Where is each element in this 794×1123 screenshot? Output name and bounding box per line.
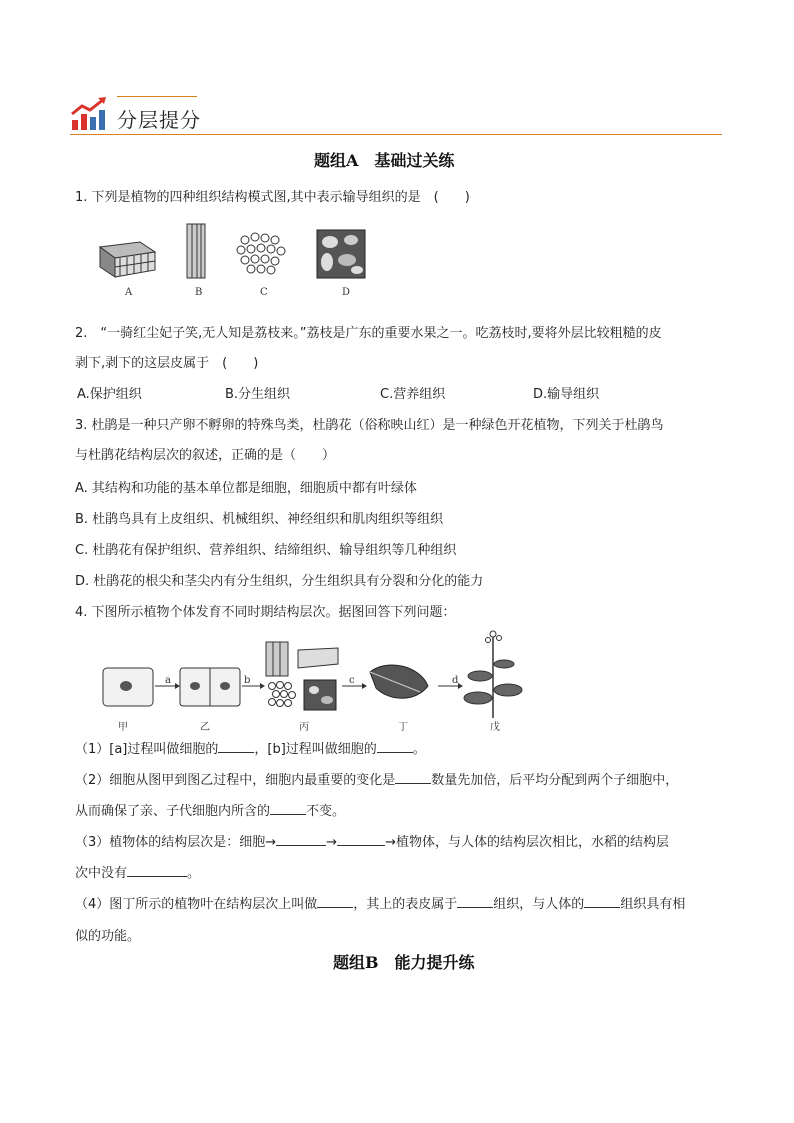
cell-jia-image <box>103 668 153 706</box>
q4-part-3-line-1: （3）植物体的结构层次是：细胞→ → →植物体，与人体的结构层次相比，水稻的结构层 <box>75 835 669 850</box>
answer-blank[interactable] <box>218 740 254 753</box>
question-3-line-1: 3. 杜鹃是一种只产卵不孵卵的特殊鸟类，杜鹃花（俗称映山红）是一种绿色开花植物，下列关于杜鹃鸟 <box>75 418 664 433</box>
group-a-title: 题组A 基础过关练 <box>314 151 455 170</box>
question-1-stem: 1. 下列是植物的四种组织结构模式图,其中表示输导组织的是 ( ) <box>75 190 470 205</box>
question-2-line-1: 2. “一骑红尘妃子笑,无人知是荔枝来。”荔枝是广东的重要水果之一。吃荔枝时,要将外层比较粗糙的皮 <box>75 326 662 341</box>
header-top-accent <box>117 96 197 97</box>
tissue-label-d: D <box>342 287 351 298</box>
q4-part-3-line-2: 次中没有 。 <box>75 866 201 881</box>
q4-part-2-line-1: （2）细胞从图甲到图乙过程中，细胞内最重要的变化是 数量先加倍，后平均分配到两个子细胞中， <box>75 773 679 788</box>
q3-option-b: B. 杜鹃鸟具有上皮组织、机械组织、神经组织和肌肉组织等组织 <box>75 512 444 527</box>
fig-label-jia: 甲 <box>118 722 128 733</box>
tissue-label-c: C <box>260 287 268 298</box>
q3-option-c: C. 杜鹃花有保护组织、营养组织、结缔组织、输导组织等几种组织 <box>75 543 457 558</box>
q2-option-a: A.保护组织 <box>77 387 142 402</box>
q4-part-1: （1）[a]过程叫做细胞的 ，[b]过程叫做细胞的 。 <box>75 742 426 757</box>
answer-blank[interactable] <box>395 771 431 784</box>
question-4-stem: 4. 下图所示植物个体发育不同时期结构层次。据图回答下列问题： <box>75 605 456 620</box>
arrow-label-d: d <box>452 675 459 686</box>
fig-label-bing: 丙 <box>299 722 309 733</box>
q4-part-4-line-2: 似的功能。 <box>75 929 141 944</box>
q4-part-4-line-1: （4）图丁所示的植物叶在结构层次上叫做 ，其上的表皮属于 组织，与人体的 组织具有相 <box>75 897 686 912</box>
q1-tissue-figure <box>95 222 375 284</box>
group-b-title: 题组B 能力提升练 <box>333 953 475 972</box>
fig-label-yi: 乙 <box>200 722 210 733</box>
answer-blank[interactable] <box>377 740 413 753</box>
plant-wu-image <box>464 631 522 718</box>
tissues-bing-image <box>266 642 338 710</box>
q3-option-d: D. 杜鹃花的根尖和茎尖内有分生组织，分生组织具有分裂和分化的能力 <box>75 574 484 589</box>
answer-blank[interactable] <box>270 802 306 815</box>
tissue-label-b: B <box>195 287 203 298</box>
question-2-line-2: 剥下,剥下的这层皮属于 ( ) <box>75 356 259 371</box>
tissue-b-image <box>187 224 205 278</box>
section-header <box>70 96 722 136</box>
q2-option-d: D.输导组织 <box>533 387 600 402</box>
leaf-ding-image <box>370 665 428 698</box>
q4-part-2-line-2: 从而确保了亲、子代细胞内所含的 不变。 <box>75 804 346 819</box>
tissue-label-a: A <box>125 287 133 298</box>
answer-blank[interactable] <box>337 833 385 846</box>
fig-label-ding: 丁 <box>398 722 408 733</box>
fig-label-wu: 戊 <box>490 722 500 733</box>
arrow-label-c: c <box>349 675 355 686</box>
tissue-c-image <box>237 233 285 274</box>
q4-development-figure <box>98 628 528 728</box>
q3-option-a: A. 其结构和功能的基本单位都是细胞，细胞质中都有叶绿体 <box>75 481 417 496</box>
tissue-a-image <box>100 242 155 277</box>
q2-option-b: B.分生组织 <box>225 387 291 402</box>
header-divider <box>70 134 722 135</box>
cells-yi-image <box>180 668 240 706</box>
answer-blank[interactable] <box>127 864 187 877</box>
answer-blank[interactable] <box>276 833 326 846</box>
tissue-d-image <box>317 230 365 278</box>
bar-chart-arrow-icon <box>70 96 110 132</box>
q2-option-c: C.营养组织 <box>380 387 446 402</box>
answer-blank[interactable] <box>584 895 620 908</box>
question-3-line-2: 与杜鹃花结构层次的叙述，正确的是（ ） <box>75 448 336 463</box>
answer-blank[interactable] <box>457 895 493 908</box>
answer-blank[interactable] <box>317 895 353 908</box>
arrow-label-b: b <box>244 675 251 686</box>
arrow-label-a: a <box>165 675 171 686</box>
header-title: 分层提分 <box>117 108 201 132</box>
